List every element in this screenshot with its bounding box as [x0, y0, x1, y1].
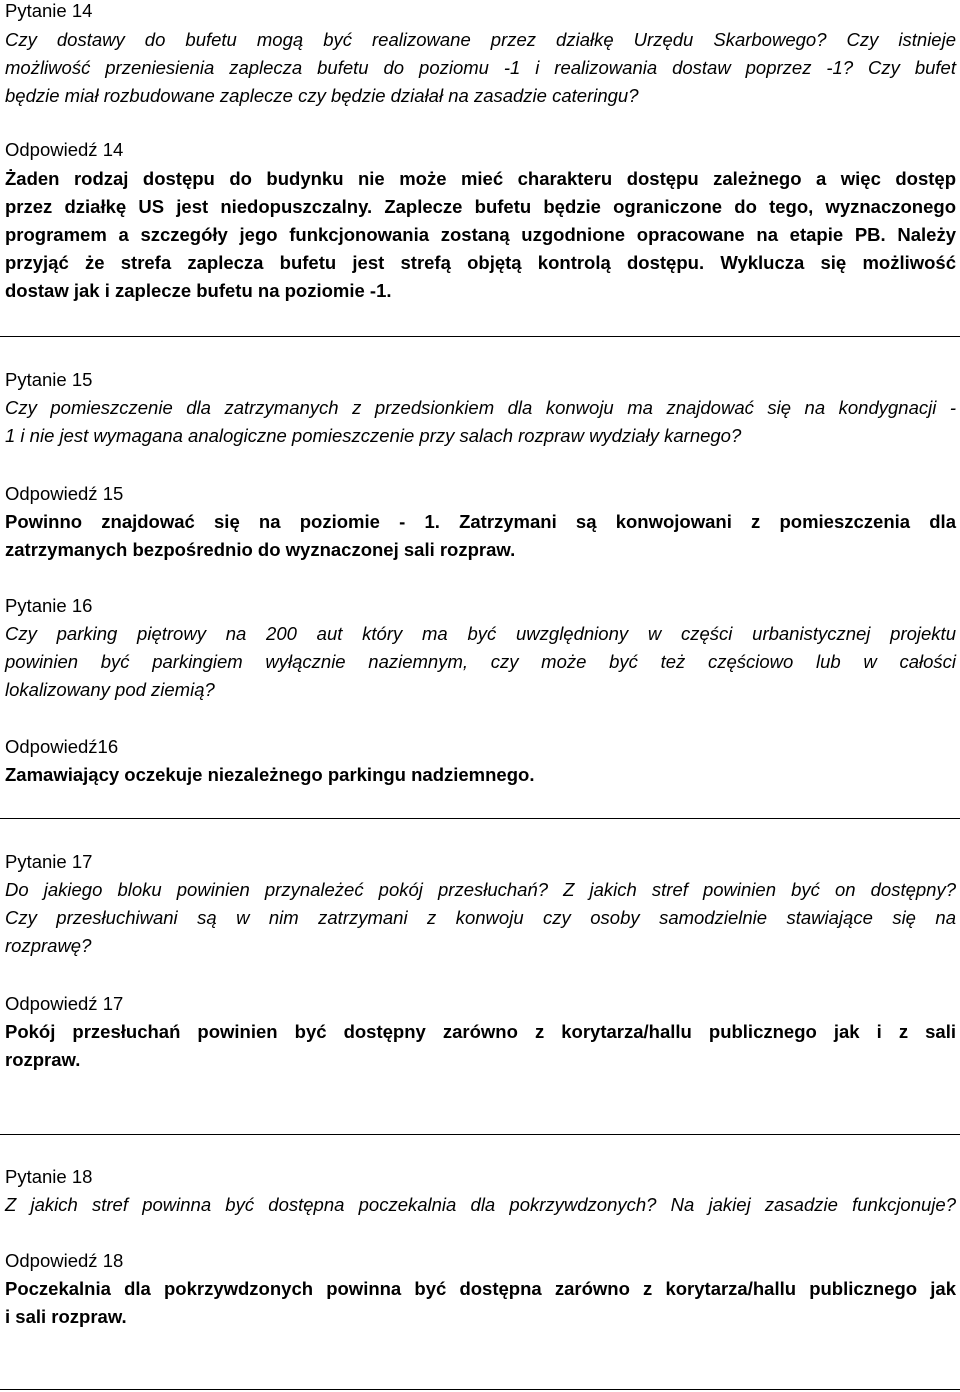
question-14-line-3: będzie miał rozbudowane zaplecze czy będzie działał na zasadzie cateringu? — [5, 85, 639, 106]
answer-18-line-2: i sali rozpraw. — [5, 1306, 127, 1327]
question-label-16: Pytanie 16 — [5, 595, 93, 616]
answer-18-line-1: Poczekalnia dla pokrzywdzonych powinna być dostępna zarówno z korytarza/hallu publicznego jak — [5, 1278, 956, 1299]
section-divider — [0, 818, 960, 819]
question-18-line-1: Z jakich stref powinna być dostępna poczekalnia dla pokrzywdzonych? Na jakiej zasadzie funkcjonuje? — [5, 1194, 956, 1215]
question-16-line-3: lokalizowany pod ziemią? — [5, 679, 215, 700]
answer-text-18 — [5, 1275, 956, 1331]
question-text-15 — [5, 394, 956, 450]
question-15-line-1: Czy pomieszczenie dla zatrzymanych z przedsionkiem dla konwoju ma znajdować się na kondygnacji - — [5, 397, 956, 418]
answer-15-line-2: zatrzymanych bezpośrednio do wyznaczonej sali rozpraw. — [5, 539, 516, 560]
question-17-line-2: Czy przesłuchiwani są w nim zatrzymani z konwoju czy osoby samodzielnie stawiające się na — [5, 907, 956, 928]
question-label-14: Pytanie 14 — [5, 0, 93, 21]
question-17-line-3: rozprawę? — [5, 935, 92, 956]
question-label-17: Pytanie 17 — [5, 851, 93, 872]
section-divider — [0, 1389, 960, 1390]
question-label-15: Pytanie 15 — [5, 369, 93, 390]
question-16-line-2: powinien być parkingiem wyłącznie naziemnym, czy może być też częściowo lub w całości — [5, 651, 956, 672]
answer-14-line-4: przyjąć że strefa zaplecza bufetu jest strefą objętą kontrolą dostępu. Wyklucza się możliwość — [5, 252, 956, 273]
answer-text-17 — [5, 1018, 956, 1074]
question-14-line-1: Czy dostawy do bufetu mogą być realizowane przez działkę Urzędu Skarbowego? Czy istnieje — [5, 29, 956, 50]
answer-text-15 — [5, 508, 956, 564]
answer-14-line-2: przez działkę US jest niedopuszczalny. Zaplecze bufetu będzie ograniczone do tego, wyznaczonego — [5, 196, 956, 217]
answer-17-line-1: Pokój przesłuchań powinien być dostępny zarówno z korytarza/hallu publicznego jak i z sali — [5, 1021, 956, 1042]
answer-16-line-1: Zamawiający oczekuje niezależnego parkingu nadziemnego. — [5, 764, 535, 785]
answer-15-line-1: Powinno znajdować się na poziomie - 1. Zatrzymani są konwojowani z pomieszczenia dla — [5, 511, 956, 532]
question-14-line-2: możliwość przeniesienia zaplecza bufetu do poziomu -1 i realizowania dostaw poprzez -1? Czy bufet — [5, 57, 956, 78]
answer-label-17: Odpowiedź 17 — [5, 993, 124, 1014]
question-16-line-1: Czy parking piętrowy na 200 aut który ma być uwzględniony w części urbanistycznej projektu — [5, 623, 956, 644]
question-text-18 — [5, 1191, 956, 1219]
answer-text-14 — [5, 165, 956, 305]
answer-17-line-2: rozpraw. — [5, 1049, 81, 1070]
question-text-16 — [5, 620, 956, 704]
question-label-18: Pytanie 18 — [5, 1166, 93, 1187]
section-divider — [0, 1134, 960, 1135]
section-divider — [0, 336, 960, 337]
answer-label-14: Odpowiedź 14 — [5, 139, 124, 160]
answer-14-line-5: dostaw jak i zaplecze bufetu na poziomie -1. — [5, 280, 392, 301]
answer-label-18: Odpowiedź 18 — [5, 1250, 124, 1271]
answer-14-line-3: programem a szczegóły jego funkcjonowania zostaną uzgodnione opracowane na etapie PB. Należy — [5, 224, 956, 245]
question-text-14 — [5, 26, 956, 110]
question-text-17 — [5, 876, 956, 960]
answer-text-16 — [5, 761, 956, 789]
answer-label-15: Odpowiedź 15 — [5, 483, 124, 504]
question-17-line-1: Do jakiego bloku powinien przynależeć pokój przesłuchań? Z jakich stref powinien być on dostępny? — [5, 879, 956, 900]
answer-14-line-1: Żaden rodzaj dostępu do budynku nie może mieć charakteru dostępu zależnego a więc dostęp — [5, 168, 956, 189]
question-15-line-2: 1 i nie jest wymagana analogiczne pomieszczenie przy salach rozpraw wydziały karnego? — [5, 425, 742, 446]
answer-label-16: Odpowiedź16 — [5, 736, 119, 757]
